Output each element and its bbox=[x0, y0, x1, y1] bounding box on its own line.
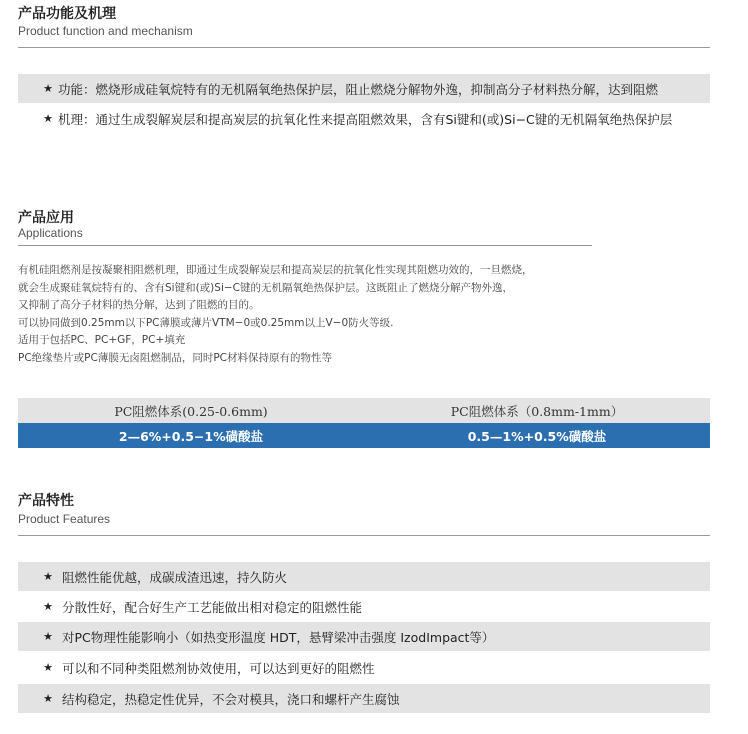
applications-line: 有机硅阻燃剂是按凝聚相阻燃机理，即通过生成裂解炭层和提高炭层的抗氧化性实现其阻燃功效的，一旦燃烧， bbox=[18, 264, 533, 276]
dosage-table bbox=[18, 398, 710, 448]
mechanism-item-text: 机理：通过生成裂解炭层和提高炭层的抗氧化性来提高阻燃效果，含有Si键和(或)Si−C键的无机隔氧绝热保护层 bbox=[58, 111, 673, 127]
function-section-title: 产品功能及机理 bbox=[18, 6, 116, 22]
mechanism-item bbox=[18, 104, 710, 133]
feature-item-text: 结构稳定，热稳定性优异，不会对模具，浇口和螺杆产生腐蚀 bbox=[62, 691, 400, 707]
feature-item-text: 可以和不同种类阻燃剂协效使用，可以达到更好的阻燃性 bbox=[62, 660, 375, 676]
feature-item bbox=[18, 684, 710, 713]
star-icon: ★ bbox=[43, 570, 53, 583]
applications-line: 适用于包括PC、PC+GF，PC+填充 bbox=[18, 334, 186, 347]
dosage-table-header-cell: PC阻燃体系(0.25-0.6mm) bbox=[114, 403, 268, 419]
star-icon: ★ bbox=[43, 82, 53, 95]
dosage-table-value-row bbox=[18, 423, 710, 448]
applications-line: 又抑制了高分子材料的热分解，达到了阻燃的目的。 bbox=[18, 299, 260, 312]
star-icon: ★ bbox=[43, 692, 53, 705]
applications-section-subtitle: Applications bbox=[18, 226, 83, 240]
star-icon: ★ bbox=[43, 630, 53, 643]
applications-section-divider bbox=[18, 245, 592, 246]
dosage-table-header-row bbox=[18, 398, 710, 423]
dosage-table-header-cell: PC阻燃体系（0.8mm-1mm） bbox=[450, 403, 624, 419]
function-section-divider bbox=[18, 47, 710, 48]
feature-item-text: 阻燃性能优越，成碳成渣迅速，持久防火 bbox=[62, 569, 288, 585]
dosage-table-value-cell: 2—6%+0.5−1%磺酸盐 bbox=[118, 428, 264, 444]
features-section-title: 产品特性 bbox=[18, 493, 74, 509]
feature-item-text: 分散性好，配合好生产工艺能做出相对稳定的阻燃性能 bbox=[62, 599, 363, 615]
applications-line: 可以协同做到0.25mm以下PC薄膜或薄片VTM−0或0.25mm以上V−0防火等级. bbox=[18, 316, 394, 329]
applications-paragraph bbox=[18, 262, 618, 368]
applications-line: PC绝缘垫片或PC薄膜无卤阻燃制品，同时PC材料保持原有的物性等 bbox=[18, 351, 332, 364]
star-icon: ★ bbox=[43, 600, 53, 613]
feature-item bbox=[18, 592, 710, 621]
function-section-subtitle: Product function and mechanism bbox=[18, 24, 193, 38]
applications-line: 就会生成聚硅氧烷特有的、含有Si键和(或)Si−C键的无机隔氧绝热保护层。这既阻止了燃烧分解产物外逸， bbox=[18, 281, 513, 294]
function-item bbox=[18, 74, 710, 103]
function-item-text: 功能：燃烧形成硅氧烷特有的无机隔氧绝热保护层，阻止燃烧分解物外逸，抑制高分子材料热分解，达到阻燃 bbox=[58, 81, 659, 97]
features-section-subtitle: Product Features bbox=[18, 512, 111, 526]
feature-item bbox=[18, 622, 710, 651]
feature-item bbox=[18, 562, 710, 591]
feature-item bbox=[18, 653, 710, 682]
applications-section-title: 产品应用 bbox=[18, 210, 74, 226]
features-section-divider bbox=[18, 535, 710, 536]
star-icon: ★ bbox=[43, 112, 53, 125]
feature-item-text: 对PC物理性能影响小（如热变形温度 HDT，悬臂梁冲击强度 IzodImpact等） bbox=[62, 629, 495, 645]
star-icon: ★ bbox=[43, 661, 53, 674]
dosage-table-value-cell: 0.5—1%+0.5%磺酸盐 bbox=[467, 428, 607, 444]
